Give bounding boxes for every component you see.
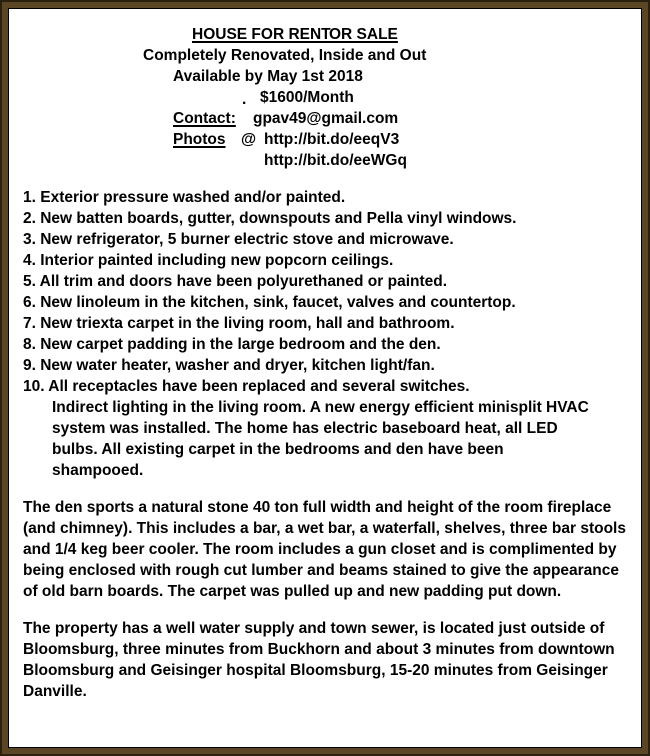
list-item-10-first: 10. All receptacles have been replaced and several switches. xyxy=(23,378,470,395)
spacer xyxy=(23,171,645,187)
photos-link-1[interactable]: http://bit.do/eeqV3 xyxy=(264,131,400,148)
property-paragraph: The property has a well water supply and town sewer, is located just outside of Bloomsburg, three minutes from Buckhorn and about 3 minutes from downtown Bloomsburg and Geisinger hospital Bloomsburg, 15-20 minutes from Geisinger Danville. xyxy=(23,620,615,700)
list-item: 6. New linoleum in the kitchen, sink, faucet, valves and countertop. xyxy=(23,294,516,311)
photos-line-2 xyxy=(23,150,645,171)
list-item: 2. New batten boards, gutter, downspouts and Pella vinyl windows. xyxy=(23,210,517,227)
title-line xyxy=(23,24,645,45)
subtitle: Completely Renovated, Inside and Out xyxy=(143,47,427,64)
flyer-content xyxy=(23,24,645,702)
photos-link-2[interactable]: http://bit.do/eeWGq xyxy=(264,152,407,169)
spacer xyxy=(23,481,645,497)
list-item: 4. Interior painted including new popcorn ceilings. xyxy=(23,252,394,269)
list-item: 7. New triexta carpet in the living room, hall and bathroom. xyxy=(23,315,455,332)
contact-email[interactable]: gpav49@gmail.com xyxy=(253,110,399,127)
list-item: 9. New water heater, washer and dryer, kitchen light/fan. xyxy=(23,357,435,374)
list-item: 3. New refrigerator, 5 burner electric stove and microwave. xyxy=(23,231,454,248)
subtitle-line xyxy=(23,45,645,66)
list-item: 5. All trim and doors have been polyurethaned or painted. xyxy=(23,273,448,290)
photos-line xyxy=(23,129,645,150)
contact-label: Contact: xyxy=(173,110,236,127)
price-dot: . xyxy=(242,91,247,108)
contact-line xyxy=(23,108,645,129)
list-item: 1. Exterior pressure washed and/or painted. xyxy=(23,189,346,206)
list-item-10 xyxy=(23,376,645,481)
price-line xyxy=(23,87,645,108)
list-item: 8. New carpet padding in the large bedroom and the den. xyxy=(23,336,441,353)
photos-label: Photos xyxy=(173,131,226,148)
list-item-10-continuation: Indirect lighting in the living room. A new energy efficient minisplit HVAC system was installed. The home has electric baseboard heat, all LED bulbs. All existing carpet in the bedrooms and den have been shampooed. xyxy=(52,399,589,479)
title-main: HOUSE FOR RENT xyxy=(192,26,331,43)
price: $1600/Month xyxy=(260,89,354,106)
title-suffix: OR SALE xyxy=(329,26,398,43)
availability-line xyxy=(23,66,645,87)
feature-list xyxy=(23,187,645,481)
den-paragraph: The den sports a natural stone 40 ton full width and height of the room fireplace (and chimney). This includes a bar, a wet bar, a waterfall, shelves, three bar stools and 1/4 keg beer cooler. The room includes a gun closet and is complimented by being enclosed with rough cut lumber and beams stained to give the appearance of old barn boards. The carpet was pulled up and new padding put down. xyxy=(23,499,626,600)
photos-at: @ xyxy=(241,131,257,148)
spacer xyxy=(23,602,645,618)
flyer-sheet xyxy=(8,8,642,748)
availability: Available by May 1st 2018 xyxy=(173,68,363,85)
